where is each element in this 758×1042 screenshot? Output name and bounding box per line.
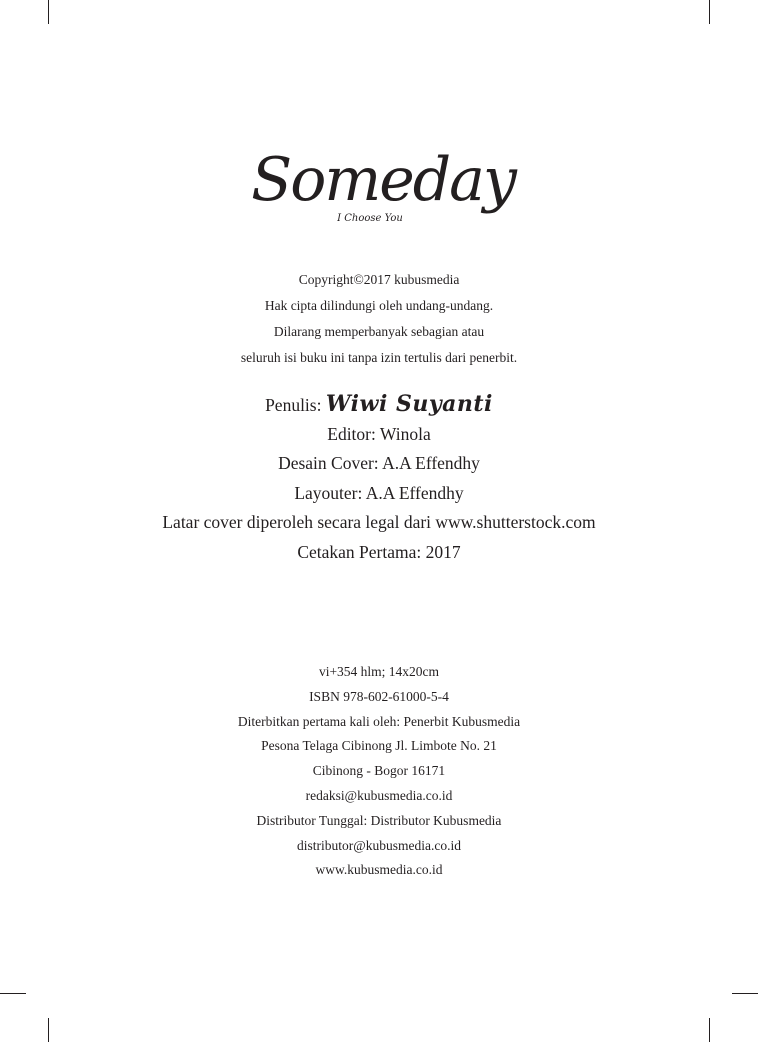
cover-design-line: Desain Cover: A.A Effendhy xyxy=(278,453,480,473)
book-title: Someday xyxy=(251,145,515,215)
cover-source-line: Latar cover diperoleh secara legal dari www.shutterstock.com xyxy=(162,512,596,532)
page-count-line: vi+354 hlm; 14x20cm xyxy=(318,664,440,679)
crop-mark-right-bottom xyxy=(732,993,758,994)
publisher-line: Diterbitkan pertama kali oleh: Penerbit Kubusmedia xyxy=(237,713,521,729)
first-print-line: Cetakan Pertama: 2017 xyxy=(297,541,461,562)
distributor-email-line: distributor@kubusmedia.co.id xyxy=(297,837,461,853)
credits-block xyxy=(0,390,758,567)
author-label: Penulis: xyxy=(265,395,326,415)
publication-info-block xyxy=(0,660,758,883)
crop-mark-bottom-left xyxy=(48,1018,49,1042)
isbn-line: ISBN 978-602-61000-5-4 xyxy=(309,688,449,704)
website-line: www.kubusmedia.co.id xyxy=(315,862,443,878)
crop-mark-bottom-right xyxy=(709,1018,710,1042)
distributor-line: Distributor Tunggal: Distributor Kubusmedia xyxy=(256,812,502,828)
book-title-logo xyxy=(251,128,515,238)
copyright-block xyxy=(0,267,758,371)
book-subtitle: I Choose You xyxy=(337,213,403,224)
editor-line: Editor: Winola xyxy=(327,423,431,444)
author-name: Wiwi Suyanti xyxy=(325,391,493,417)
author-line xyxy=(0,390,758,420)
prohibition-line-2: seluruh isi buku ini tanpa izin tertulis dari penerbit. xyxy=(240,350,518,365)
layouter-line: Layouter: A.A Effendhy xyxy=(294,482,464,503)
editorial-email-line: redaksi@kubusmedia.co.id xyxy=(305,787,453,803)
crop-mark-left-bottom xyxy=(0,993,26,994)
rights-line: Hak cipta dilindungi oleh undang-undang. xyxy=(264,298,494,313)
crop-mark-top-left xyxy=(48,0,49,24)
copyright-line: Copyright©2017 kubusmedia xyxy=(298,272,460,287)
crop-mark-top-right xyxy=(709,0,710,24)
city-line: Cibinong - Bogor 16171 xyxy=(312,763,446,779)
address-line: Pesona Telaga Cibinong Jl. Limbote No. 21 xyxy=(261,738,497,754)
prohibition-line: Dilarang memperbanyak sebagian atau xyxy=(273,324,485,339)
